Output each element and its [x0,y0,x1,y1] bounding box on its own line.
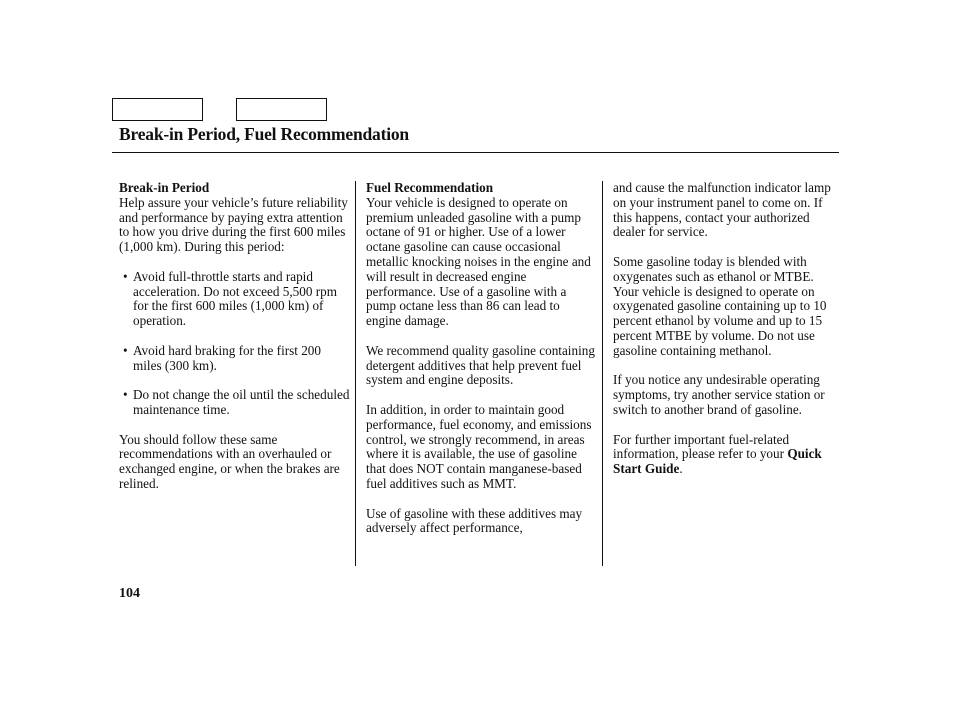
page-title: Break-in Period, Fuel Recommendation [119,124,409,144]
paragraph: We recommend quality gasoline containing detergent additives that help prevent fuel system and engine deposits. [366,342,595,388]
column-fuel-continued [613,181,839,492]
previous-page-button[interactable] [112,98,203,121]
section-heading-break-in: Break-in Period [119,180,210,195]
paragraph: Use of gasoline with these additives may adversely affect performance, [366,505,583,536]
paragraph: If you notice any undesirable operating symptoms, try another service station or switch to another brand of gasoline. [613,372,825,417]
paragraph: Your vehicle is designed to operate on premium unleaded gasoline with a pump octane of 91 or higher. Use of a lower octane gasoline can cause occasional metallic knocking noises in the engine and will result in decreased engine performance. Use of a gasoline with a pump octane less than 86 can lead to engine damage. [366,194,591,329]
column-divider [355,181,356,566]
quick-start-guide-reference: Quick Start Guide [613,446,822,477]
page-number: 104 [119,586,140,601]
break-in-intro: Help assure your vehicle’s future reliability and performance by paying extra attention to how you drive during the first 600 miles (1,000 km). During this period: [119,194,348,255]
list-item: • Avoid hard braking for the first 200 miles (300 km). [119,344,351,374]
paragraph-final [613,433,839,477]
paragraph: In addition, in order to maintain good performance, fuel economy, and emissions control, we strongly recommend, in areas where it is available, the use of gasoline that does NOT contain manganese-based fuel additives such as MMT. [366,401,592,491]
list-item: • Avoid full-throttle starts and rapid acceleration. Do not exceed 5,500 rpm for the first 600 miles (1,000 km) of operation. [119,270,351,329]
title-divider [112,152,839,153]
paragraph: Some gasoline today is blended with oxygenates such as ethanol or MTBE. Your vehicle is designed to operate on oxygenated gasoline containing up to 10 percent ethanol by volume and up to 15 percent MTBE by volume. Do not use gasoline containing methanol. [613,253,827,358]
list-item: • Do not change the oil until the scheduled maintenance time. [119,388,351,418]
final-punctuation: . [679,461,683,477]
next-page-button[interactable] [236,98,327,121]
paragraph: and cause the malfunction indicator lamp on your instrument panel to come on. If this happens, contact your authorized dealer for service. [613,180,831,240]
break-in-closing: You should follow these same recommendations with an overhauled or exchanged engine, or when the brakes are relined. [119,431,340,491]
break-in-bullet-list [119,270,351,418]
section-heading-fuel: Fuel Recommendation [366,180,494,195]
column-break-in-period [119,181,351,507]
column-divider [602,181,603,566]
final-text: For further important fuel-related information, please refer to your [613,431,790,462]
column-fuel-recommendation [366,181,598,551]
